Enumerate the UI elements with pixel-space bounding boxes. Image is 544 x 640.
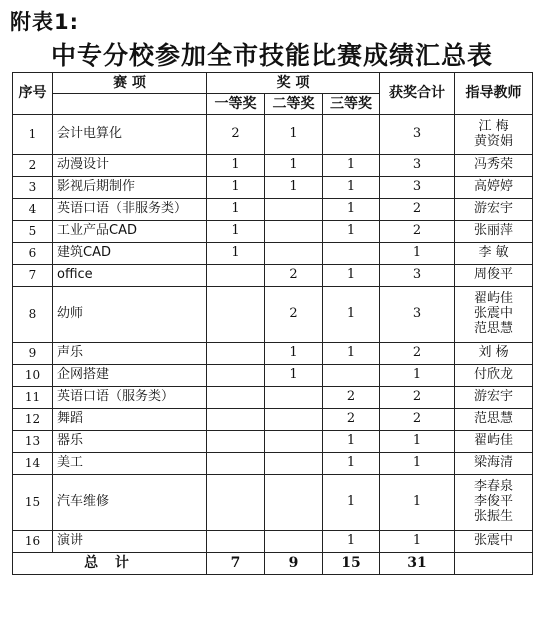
row-item: 演讲: [53, 531, 207, 553]
teacher-name: 黄资娟: [474, 133, 514, 149]
row-total: 3: [380, 155, 455, 177]
row-seq: 2: [13, 155, 53, 177]
row-seq: 3: [13, 177, 53, 199]
header-third: 三等奖: [323, 94, 380, 115]
row-first: [207, 531, 265, 553]
row-total: 1: [380, 365, 455, 387]
table-row: [13, 365, 533, 387]
row-seq: 8: [13, 287, 53, 343]
row-first: [207, 453, 265, 475]
header-first: 一等奖: [207, 94, 265, 115]
row-first: 1: [207, 177, 265, 199]
teacher-name: 江 梅: [478, 118, 509, 134]
total-row: [13, 553, 533, 575]
row-seq: 9: [13, 343, 53, 365]
row-teacher: [455, 475, 533, 531]
row-teacher: [455, 155, 533, 177]
row-item: 美工: [53, 453, 207, 475]
teacher-name: 冯秀荣: [474, 157, 514, 173]
row-first: 1: [207, 243, 265, 265]
total-first: 7: [207, 553, 265, 575]
teacher-name: 游宏宇: [474, 389, 514, 405]
row-teacher: [455, 287, 533, 343]
row-total: 3: [380, 265, 455, 287]
teacher-name: 周俊平: [474, 267, 514, 283]
row-total: 1: [380, 475, 455, 531]
teacher-name: 张震中: [474, 533, 514, 549]
row-seq: 5: [13, 221, 53, 243]
row-item: 英语口语（服务类）: [53, 387, 207, 409]
row-seq: 12: [13, 409, 53, 431]
row-item: 动漫设计: [53, 155, 207, 177]
row-third: [323, 243, 380, 265]
appendix-caption: 附表1:: [10, 10, 80, 34]
row-item: 工业产品CAD: [53, 221, 207, 243]
row-second: [265, 409, 323, 431]
total-second: 9: [265, 553, 323, 575]
row-second: [265, 475, 323, 531]
row-teacher: [455, 199, 533, 221]
row-third: 2: [323, 387, 380, 409]
total-sum: 31: [380, 553, 455, 575]
row-teacher: [455, 365, 533, 387]
row-total: 2: [380, 409, 455, 431]
table-body: [13, 115, 533, 553]
row-seq: 1: [13, 115, 53, 155]
header-awards: 奖 项: [207, 73, 380, 94]
row-second: [265, 387, 323, 409]
row-seq: 16: [13, 531, 53, 553]
row-first: [207, 475, 265, 531]
row-first: 1: [207, 199, 265, 221]
row-second: [265, 243, 323, 265]
row-second: [265, 531, 323, 553]
table-row: [13, 265, 533, 287]
row-item: 声乐: [53, 343, 207, 365]
row-teacher: [455, 431, 533, 453]
row-third: 1: [323, 287, 380, 343]
table-row: [13, 177, 533, 199]
row-third: [323, 115, 380, 155]
row-total: 1: [380, 431, 455, 453]
row-third: 1: [323, 199, 380, 221]
row-first: [207, 343, 265, 365]
header-second: 二等奖: [265, 94, 323, 115]
row-total: 1: [380, 453, 455, 475]
row-item: 汽车维修: [53, 475, 207, 531]
row-second: [265, 221, 323, 243]
teacher-name: 张丽萍: [474, 223, 514, 239]
row-third: 1: [323, 265, 380, 287]
teacher-name: 范思慧: [474, 411, 514, 427]
score-table: [12, 72, 533, 575]
row-first: [207, 265, 265, 287]
teacher-name: 刘 杨: [478, 345, 509, 361]
row-item: 幼师: [53, 287, 207, 343]
header-item-blank: [53, 94, 207, 115]
table-row: [13, 387, 533, 409]
row-first: 1: [207, 155, 265, 177]
teacher-name: 付欣龙: [474, 367, 514, 383]
row-teacher: [455, 453, 533, 475]
row-seq: 4: [13, 199, 53, 221]
row-teacher: [455, 243, 533, 265]
row-first: [207, 431, 265, 453]
row-third: 1: [323, 475, 380, 531]
row-teacher: [455, 265, 533, 287]
row-item: 器乐: [53, 431, 207, 453]
teacher-name: 李春泉: [474, 479, 514, 495]
table-row: [13, 221, 533, 243]
row-item: office: [53, 265, 207, 287]
table-row: [13, 115, 533, 155]
header-item: 赛 项: [53, 73, 207, 94]
table-row: [13, 409, 533, 431]
row-seq: 14: [13, 453, 53, 475]
row-first: 1: [207, 221, 265, 243]
teacher-name: 翟屿佳: [474, 291, 514, 307]
row-seq: 7: [13, 265, 53, 287]
row-item: 舞蹈: [53, 409, 207, 431]
row-total: 2: [380, 343, 455, 365]
row-third: 1: [323, 177, 380, 199]
row-third: 1: [323, 155, 380, 177]
row-teacher: [455, 177, 533, 199]
table-row: [13, 453, 533, 475]
row-seq: 13: [13, 431, 53, 453]
teacher-name: 李俊平: [474, 494, 514, 510]
row-second: 1: [265, 343, 323, 365]
table-row: [13, 199, 533, 221]
row-teacher: [455, 221, 533, 243]
header-seq: 序号: [13, 73, 53, 115]
row-item: 建筑CAD: [53, 243, 207, 265]
table-row: [13, 243, 533, 265]
table-row: [13, 531, 533, 553]
row-total: 3: [380, 287, 455, 343]
table-row: [13, 475, 533, 531]
row-second: 1: [265, 365, 323, 387]
row-teacher: [455, 531, 533, 553]
row-second: [265, 431, 323, 453]
header-row: [13, 73, 533, 94]
row-item: 英语口语（非服务类）: [53, 199, 207, 221]
table-row: [13, 431, 533, 453]
row-second: [265, 453, 323, 475]
teacher-name: 张震中: [474, 306, 514, 322]
row-total: 1: [380, 531, 455, 553]
row-teacher: [455, 115, 533, 155]
row-first: [207, 387, 265, 409]
teacher-name: 游宏宇: [474, 201, 514, 217]
table-row: [13, 287, 533, 343]
row-total: 2: [380, 221, 455, 243]
row-third: 1: [323, 431, 380, 453]
row-item: 会计电算化: [53, 115, 207, 155]
total-third: 15: [323, 553, 380, 575]
row-third: 1: [323, 221, 380, 243]
total-label: 总 计: [13, 553, 207, 575]
row-teacher: [455, 343, 533, 365]
row-second: 1: [265, 155, 323, 177]
teacher-name: 翟屿佳: [474, 433, 514, 449]
row-total: 2: [380, 199, 455, 221]
row-second: 2: [265, 287, 323, 343]
row-third: 1: [323, 531, 380, 553]
row-total: 1: [380, 243, 455, 265]
total-teacher: [455, 553, 533, 575]
row-second: 1: [265, 177, 323, 199]
row-total: 3: [380, 177, 455, 199]
row-total: 3: [380, 115, 455, 155]
teacher-name: 范思慧: [474, 320, 514, 336]
row-third: 1: [323, 343, 380, 365]
header-teacher: 指导教师: [455, 73, 533, 115]
row-seq: 11: [13, 387, 53, 409]
row-third: [323, 365, 380, 387]
row-second: 2: [265, 265, 323, 287]
row-second: [265, 199, 323, 221]
row-total: 2: [380, 387, 455, 409]
row-teacher: [455, 409, 533, 431]
row-teacher: [455, 387, 533, 409]
teacher-name: 张振生: [474, 508, 514, 524]
row-seq: 10: [13, 365, 53, 387]
teacher-name: 梁海清: [474, 455, 514, 471]
row-item: 影视后期制作: [53, 177, 207, 199]
row-seq: 15: [13, 475, 53, 531]
header-total: 获奖合计: [380, 73, 455, 115]
row-first: [207, 287, 265, 343]
row-third: 1: [323, 453, 380, 475]
row-second: 1: [265, 115, 323, 155]
row-item: 企网搭建: [53, 365, 207, 387]
row-seq: 6: [13, 243, 53, 265]
row-third: 2: [323, 409, 380, 431]
row-first: [207, 409, 265, 431]
page-title: 中专分校参加全市技能比赛成绩汇总表: [50, 41, 493, 70]
table-row: [13, 155, 533, 177]
table-row: [13, 343, 533, 365]
row-first: 2: [207, 115, 265, 155]
row-first: [207, 365, 265, 387]
teacher-name: 李 敏: [478, 245, 509, 261]
teacher-name: 高婷婷: [474, 179, 514, 195]
